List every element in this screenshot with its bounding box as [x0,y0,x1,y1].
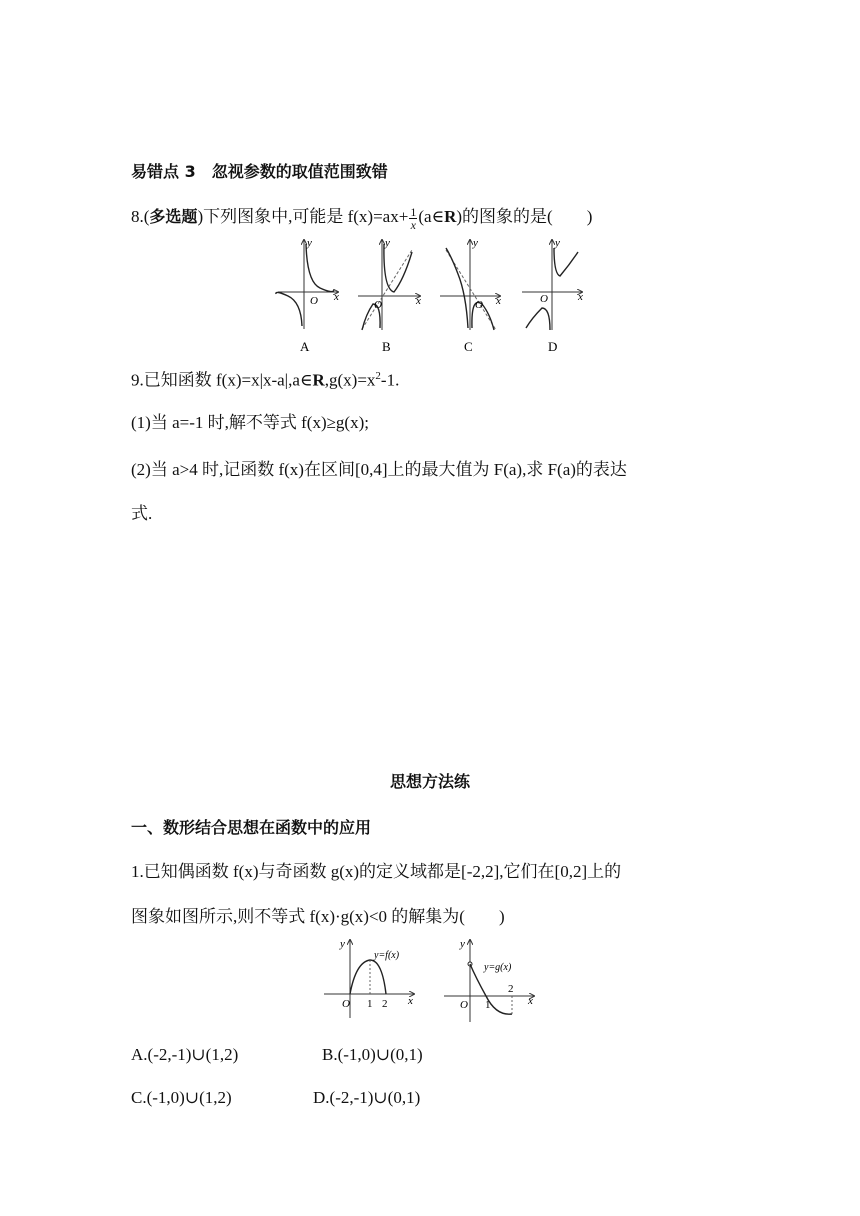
q1-option-d: D.(-2,-1)∪(0,1) [313,1088,421,1107]
graph-d-label: D [548,339,558,354]
q8-tag: 多选题 [149,207,198,226]
practice-title: 思想方法练 [389,772,470,791]
q8-text-mid: (a∈ [418,207,445,226]
q8-fraction [409,206,417,231]
graph-f-curve-label: y=f(x) [374,950,400,961]
graph-c-origin: O [475,299,483,311]
q8-prefix: 8.( [131,207,150,226]
graph-a-axis-x: x [334,291,339,303]
q8-frac-den: x [410,217,416,232]
graph-b-axis-x: x [416,295,421,307]
q9-line1-c: -1. [380,370,400,390]
graph-d-axis-y: y [555,237,560,249]
q8-bold-r: R [444,207,457,226]
q1-option-b: B.(-1,0)∪(0,1) [322,1045,423,1064]
graph-g-axis-y: y [460,938,465,950]
q9-part-2-cont: 式. [131,504,153,523]
q1-option-c: C.(-1,0)∪(1,2) [131,1088,232,1107]
graph-c [440,237,501,354]
graph-a-axis-y: y [307,237,312,249]
question-8-stem [131,205,592,231]
graph-f-axis-y: y [340,938,345,950]
graph-d-origin: O [540,293,548,305]
practice-subheading: 一、数形结合思想在函数中的应用 [131,818,372,837]
section-heading-error-3: 易错点 3 忽视参数的取值范围致错 [131,162,388,181]
graph-g-curve-label: y=g(x) [484,962,512,973]
q9-bold-r: R [312,370,325,390]
graph-c-axis-y: y [473,237,478,249]
graph-f-axis-x: x [408,995,413,1007]
graph-d-axis-x: x [578,291,583,303]
graph-f-tick-2: 2 [382,998,388,1010]
graph-g-tick-2: 2 [508,983,514,995]
question-9-stem [131,364,399,393]
graph-g [444,938,534,1022]
graph-c-axis-x: x [496,295,501,307]
graph-g-tick-1: 1 [485,999,491,1011]
graph-b [358,237,421,354]
graph-a-label: A [300,339,310,354]
graph-a [276,237,339,354]
q9-part-2: (2)当 a>4 时,记函数 f(x)在区间[0,4]上的最大值为 F(a),求 F(a)的表达 [131,460,627,479]
q1-line-1: 1.已知偶函数 f(x)与奇函数 g(x)的定义域都是[-2,2],它们在[0,2]上的 [131,862,622,881]
q1-option-a: A.(-2,-1)∪(1,2) [131,1045,239,1064]
q9-part-1: (1)当 a=-1 时,解不等式 f(x)≥g(x); [131,413,369,432]
q1-line-2: 图象如图所示,则不等式 f(x)·g(x)<0 的解集为( ) [131,907,505,926]
q8-graphs [270,234,590,356]
q1-graphs [320,934,550,1026]
graph-f-origin: O [342,998,350,1010]
graph-f [324,938,414,1018]
graph-f-tick-1: 1 [367,998,373,1010]
q8-text-before: )下列图象中,可能是 f(x)=ax+ [197,207,409,226]
q9-line1-b: ,g(x)=x [324,370,376,390]
graph-d [522,237,583,354]
graph-a-origin: O [310,295,318,307]
graph-b-origin: O [374,299,382,311]
graph-g-origin: O [460,999,468,1011]
graph-b-axis-y: y [385,237,390,249]
q9-line1-a: 9.已知函数 f(x)=x|x-a|,a∈ [131,370,313,390]
graph-g-axis-x: x [528,995,533,1007]
q8-frac-num: 1 [410,204,417,219]
q8-text-after: )的图象的是( ) [456,207,593,226]
q9-sup: 2 [375,370,381,382]
graph-c-label: C [464,339,473,354]
graph-b-label: B [382,339,391,354]
